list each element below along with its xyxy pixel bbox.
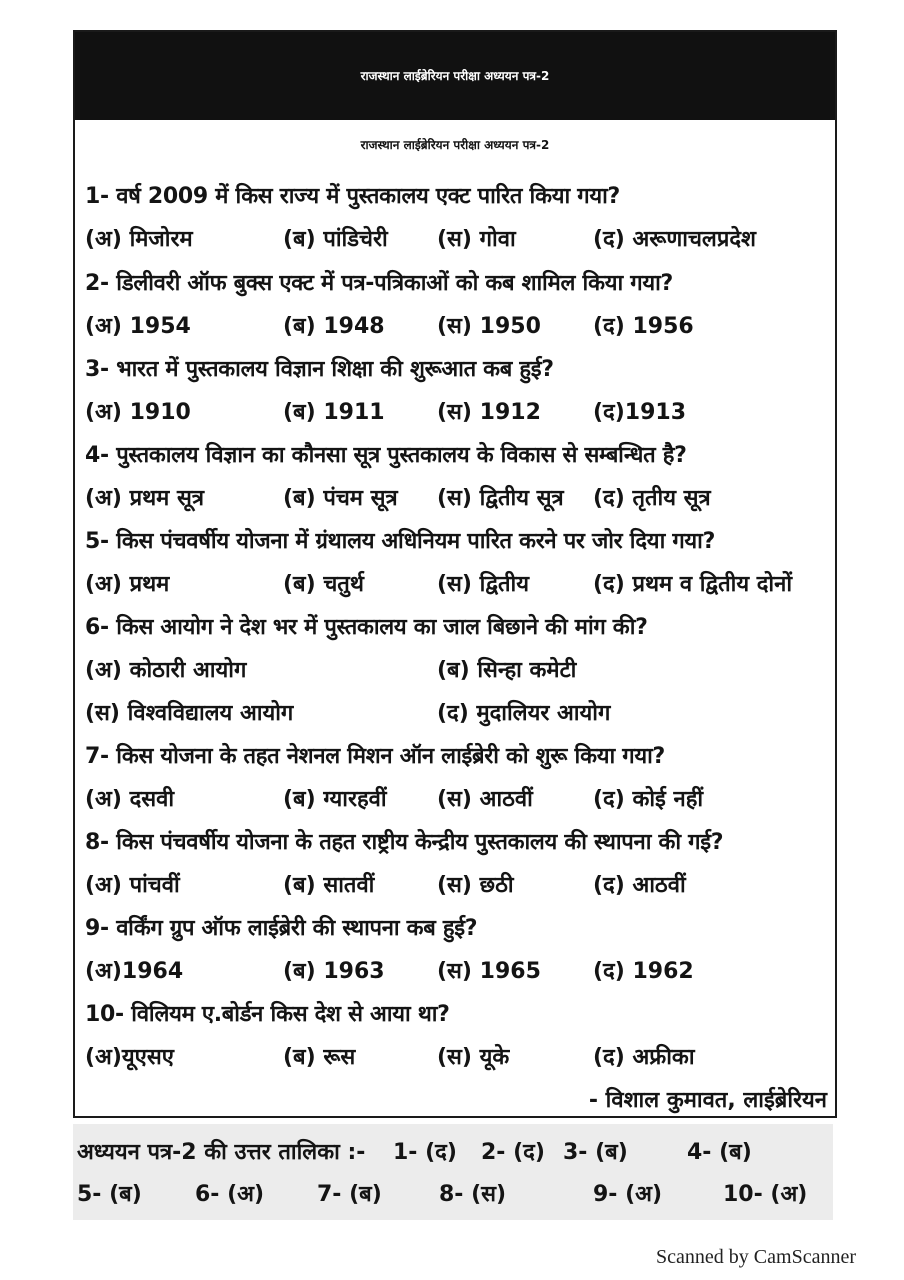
question-3: 3- भारत में पुस्तकालय विज्ञान शिक्षा की शुरूआत कब हुई? [85, 357, 554, 382]
option-c: (स) यूके [437, 1045, 510, 1070]
answer-key [73, 1124, 833, 1220]
option-b: (ब) सिन्हा कमेटी [437, 658, 577, 683]
option-c: (स) द्वितीय सूत्र [437, 486, 564, 511]
question-6: 6- किस आयोग ने देश भर में पुस्तकालय का जाल बिछाने की मांग की? [85, 615, 648, 640]
question-9: 9- वर्किंग ग्रुप ऑफ लाईब्रेरी की स्थापना कब हुई? [85, 916, 478, 941]
option-d: (द)1913 [593, 400, 687, 425]
answer-5: 5- (ब) [77, 1182, 142, 1207]
option-b: (ब) पांडिचेरी [283, 227, 388, 252]
question-1: 1- वर्ष 2009 में किस राज्य में पुस्तकालय एक्ट पारित किया गया? [85, 184, 620, 209]
option-c: (स) द्वितीय [437, 572, 529, 597]
answer-2: 2- (द) [481, 1140, 545, 1165]
option-b: (ब) ग्यारहवीं [283, 787, 387, 812]
option-d: (द) आठवीं [593, 873, 686, 898]
option-c: (स) छठी [437, 873, 514, 898]
option-a: (अ) 1910 [85, 400, 191, 425]
question-10: 10- विलियम ए.बोर्डन किस देश से आया था? [85, 1002, 450, 1027]
answer-4: 4- (ब) [687, 1140, 752, 1165]
answer-key-label: अध्ययन पत्र-2 की उत्तर तालिका :- [77, 1140, 366, 1165]
question-4: 4- पुस्तकालय विज्ञान का कौनसा सूत्र पुस्तकालय के विकास से सम्बन्धित है? [85, 443, 687, 468]
answer-3: 3- (ब) [563, 1140, 628, 1165]
answer-1: 1- (द) [393, 1140, 457, 1165]
option-a: (अ) प्रथम [85, 572, 170, 597]
option-a: (अ) प्रथम सूत्र [85, 486, 204, 511]
question-8: 8- किस पंचवर्षीय योजना के तहत राष्ट्रीय केन्द्रीय पुस्तकालय की स्थापना की गई? [85, 830, 724, 855]
option-d: (द) प्रथम व द्वितीय दोनों [593, 572, 793, 597]
option-b: (ब) 1911 [283, 400, 385, 425]
option-b: (ब) रूस [283, 1045, 356, 1070]
option-d: (द) 1962 [593, 959, 694, 984]
option-c: (स) 1965 [437, 959, 541, 984]
option-d: (द) मुदालियर आयोग [437, 701, 611, 726]
option-c: (स) 1950 [437, 314, 541, 339]
option-d: (द) अरूणाचलप्रदेश [593, 227, 757, 252]
option-a: (अ)1964 [85, 959, 184, 984]
answer-10: 10- (अ) [723, 1182, 808, 1207]
scanner-watermark: Scanned by CamScanner [656, 1246, 856, 1268]
option-a: (अ) पांचवीं [85, 873, 180, 898]
option-c: (स) 1912 [437, 400, 541, 425]
option-d: (द) अफ्रीका [593, 1045, 695, 1070]
option-a: (अ)यूएसए [85, 1045, 174, 1070]
option-c: (स) गोवा [437, 227, 516, 252]
option-d: (द) 1956 [593, 314, 694, 339]
answer-6: 6- (अ) [195, 1182, 265, 1207]
question-7: 7- किस योजना के तहत नेशनल मिशन ऑन लाईब्रेरी को शुरू किया गया? [85, 744, 665, 769]
option-a: (अ) मिजोरम [85, 227, 193, 252]
option-d: (द) तृतीय सूत्र [593, 486, 711, 511]
question-5: 5- किस पंचवर्षीय योजना में ग्रंथालय अधिनियम पारित करने पर जोर दिया गया? [85, 529, 716, 554]
option-c: (स) आठवीं [437, 787, 533, 812]
option-b: (ब) 1963 [283, 959, 385, 984]
option-d: (द) कोई नहीं [593, 787, 704, 812]
option-a: (अ) कोठारी आयोग [85, 658, 247, 683]
question-2: 2- डिलीवरी ऑफ बुक्स एक्ट में पत्र-पत्रिकाओं को कब शामिल किया गया? [85, 271, 673, 296]
option-b: (ब) चतुर्थ [283, 572, 364, 597]
option-b: (ब) सातवीं [283, 873, 375, 898]
author-signature: - विशाल कुमावत, लाईब्रेरियन [588, 1088, 827, 1113]
option-a: (अ) दसवी [85, 787, 175, 812]
page-title: राजस्थान लाईब्रेरियन परीक्षा अध्ययन पत्र-2 [75, 32, 835, 120]
answer-8: 8- (स) [439, 1182, 507, 1207]
option-a: (अ) 1954 [85, 314, 191, 339]
answer-7: 7- (ब) [317, 1182, 382, 1207]
study-sheet [73, 30, 837, 1118]
option-c: (स) विश्वविद्यालय आयोग [85, 701, 294, 726]
option-b: (ब) 1948 [283, 314, 385, 339]
subtitle: राजस्थान लाईब्रेरियन परीक्षा अध्ययन पत्र-2 [360, 138, 550, 152]
answer-9: 9- (अ) [593, 1182, 663, 1207]
option-b: (ब) पंचम सूत्र [283, 486, 398, 511]
